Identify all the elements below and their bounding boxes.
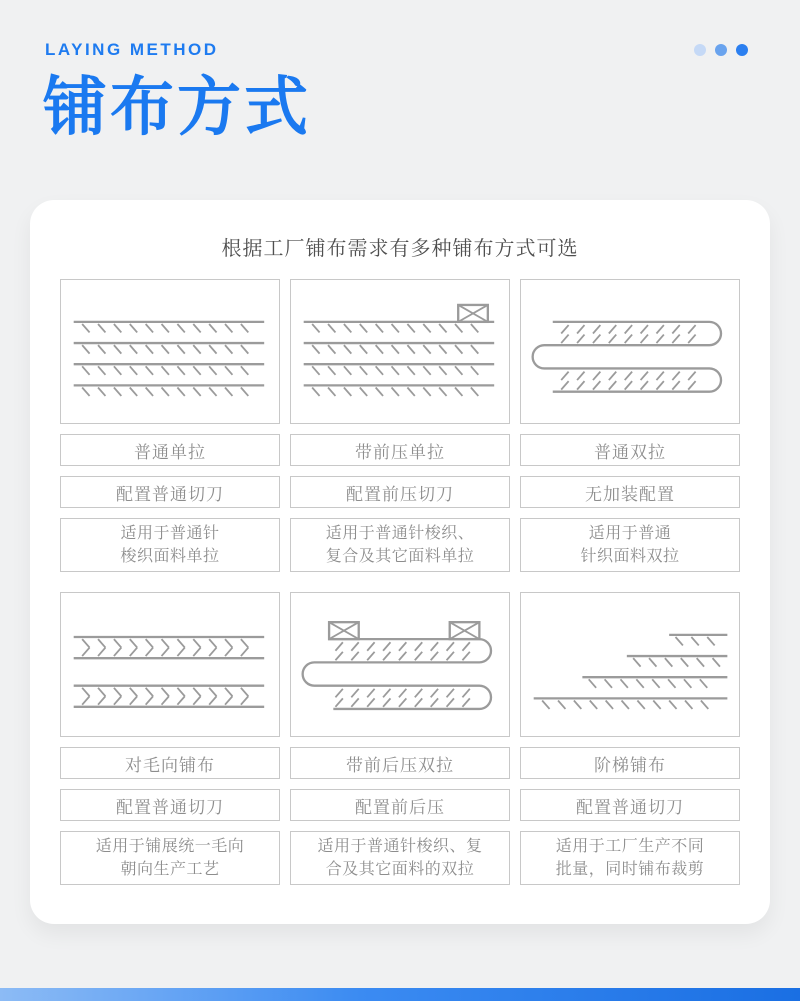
description-line: 适用于铺展统一毛向: [95, 837, 245, 855]
bottom-accent-bar: [0, 988, 800, 1001]
dot-icon: [736, 44, 748, 56]
description-line: 适用于普通针梭织、: [325, 524, 475, 542]
description-line: 适用于工厂生产不同: [555, 837, 705, 855]
method-config: 配置普通切刀: [60, 789, 280, 821]
dot-icon: [694, 44, 706, 56]
method-config: 配置前后压: [290, 789, 510, 821]
method-description: [60, 831, 280, 885]
method-config: 配置普通切刀: [520, 789, 740, 821]
method-cell-normal-double-pull: [520, 279, 740, 572]
method-cell-front-back-press-double-pull: [290, 592, 510, 885]
method-description: [290, 518, 510, 572]
method-config: 配置前压切刀: [290, 476, 510, 508]
diagram-stepped-laying: [520, 592, 740, 737]
diagram-front-press-single-pull: [290, 279, 510, 424]
diagram-pile-direction-laying: [60, 592, 280, 737]
method-title: 带前压单拉: [290, 434, 510, 466]
eyebrow-label: LAYING METHOD: [45, 40, 219, 59]
fabric-layers-diagram: [61, 593, 279, 736]
methods-panel: [30, 200, 770, 924]
decorative-dots: [694, 44, 748, 56]
diagram-front-back-press-double-pull: [290, 592, 510, 737]
description-line: 朝向生产工艺: [120, 861, 220, 878]
method-cell-normal-single-pull: [60, 279, 280, 572]
method-config: 无加装配置: [520, 476, 740, 508]
fabric-layers-diagram: [521, 593, 739, 736]
description-line: 针织面料双拉: [580, 548, 680, 565]
method-cell-stepped-laying: [520, 592, 740, 885]
description-line: 批量，同时铺布裁剪: [555, 861, 705, 878]
fabric-layers-diagram: [61, 280, 279, 423]
method-cell-front-press-single-pull: [290, 279, 510, 572]
method-description: [290, 831, 510, 885]
section-header: [0, 0, 800, 141]
description-line: 适用于普通针: [120, 524, 220, 542]
description-line: 合及其它面料的双拉: [325, 861, 475, 878]
description-line: 适用于普通针梭织、复: [317, 837, 483, 855]
methods-grid: [60, 279, 740, 885]
method-description: [520, 518, 740, 572]
panel-heading: 根据工厂铺布需求有多种铺布方式可选: [221, 238, 579, 260]
diagram-normal-single-pull: [60, 279, 280, 424]
fabric-layers-diagram: [291, 280, 509, 423]
method-title: 带前后压双拉: [290, 747, 510, 779]
method-title: 普通双拉: [520, 434, 740, 466]
method-description: [520, 831, 740, 885]
method-title: 对毛向铺布: [60, 747, 280, 779]
method-config: 配置普通切刀: [60, 476, 280, 508]
page-title: 铺布方式: [43, 71, 311, 143]
diagram-normal-double-pull: [520, 279, 740, 424]
fabric-layers-diagram: [521, 280, 739, 423]
method-description: [60, 518, 280, 572]
description-line: 适用于普通: [588, 524, 672, 542]
description-line: 梭织面料单拉: [120, 548, 220, 565]
method-cell-pile-direction-laying: [60, 592, 280, 885]
method-title: 阶梯铺布: [520, 747, 740, 779]
dot-icon: [715, 44, 727, 56]
method-title: 普通单拉: [60, 434, 280, 466]
fabric-layers-diagram: [291, 593, 509, 736]
description-line: 复合及其它面料单拉: [325, 548, 475, 565]
